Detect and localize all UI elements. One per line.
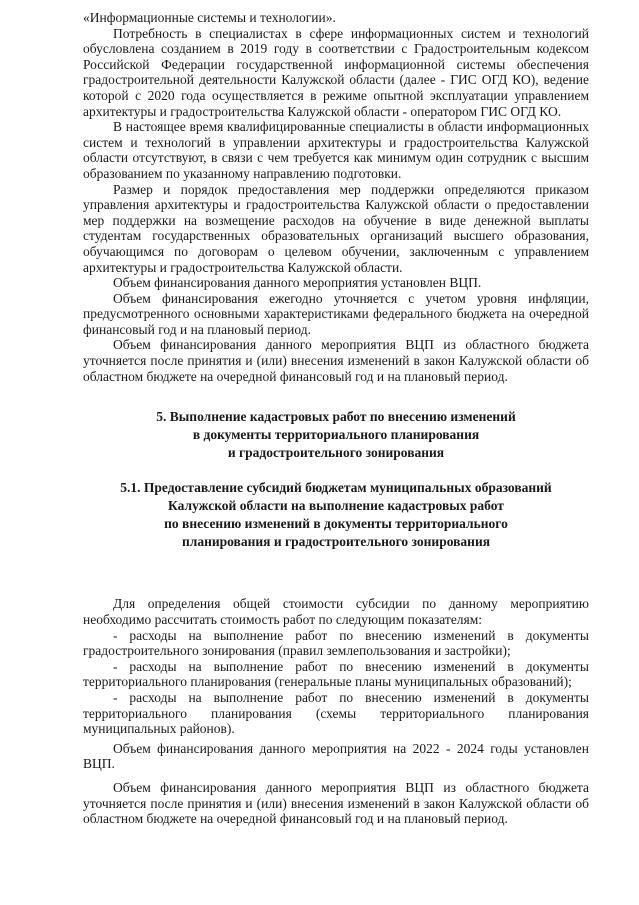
section-5-1-heading-line: по внесению изменений в документы территориального [164, 515, 508, 531]
paragraph-continuation: «Информационные системы и технологии». [83, 10, 336, 25]
section-5-heading-line: и градостроительного зонирования [227, 445, 445, 461]
paragraph-current-state: В настоящее время квалифицированные специалисты в области информационных систем и технологий в управлении архитектуры и градостроительства Калужской области отсутствуют, в связи с чем требуется как минимум один сотрудник с высшим образованием по указанному направлению подготовки. [83, 119, 589, 181]
paragraph-funding-regional-final: Объем финансирования данного мероприятия ВЦП из областного бюджета уточняется после принятия и (или) внесения изменений в закон Калужской области об областном бюджете на очередной финансовый год и на плановый период. [83, 779, 589, 827]
paragraph-support-size: Размер и порядок предоставления мер поддержки определяются приказом управления архитектуры и градостроительства Калужской области о предоставлении мер поддержки на возмещение расходов на обучение в виде денежной выплаты студентам государственных образовательных организаций высшего образования, обучающимся по договорам о целевом обучении, заключенным с управлением архитектуры и градостроительства Калужской области. [83, 181, 589, 275]
section-5-heading [83, 408, 589, 462]
paragraph-funding-inflation: Объем финансирования ежегодно уточняется с учетом уровня инфляции, предусмотренного основными характеристиками федерального бюджета на очередной финансовый год и на плановый период. [83, 290, 589, 337]
section-5-heading-line: в документы территориального планирования [192, 427, 480, 443]
section-5-1-heading-line: Калужской области на выполнение кадастровых работ [168, 498, 504, 514]
list-item-zoning: - расходы на выполнение работ по внесению изменений в документы градостроительного зонирования (правил землепользования и застройки); [83, 627, 589, 659]
spacer [83, 550, 589, 596]
list-item-territorial-schemes: - расходы на выполнение работ по внесению изменений в документы территориального планирования (схемы территориального планирования муниципальных районов). [83, 690, 589, 737]
section-5-1-heading-line: планирования и градостроительного зонирования [181, 533, 491, 549]
paragraph-funding-regional: Объем финансирования данного мероприятия ВЦП из областного бюджета уточняется после принятия и (или) внесения изменений в закон Калужской области об областном бюджете на очередной финансовый год и на плановый период. [83, 337, 589, 384]
paragraph-funding-2022-2024: Объем финансирования данного мероприятия на 2022 - 2024 годы установлен ВЦП. [83, 740, 589, 772]
section-5-1-heading-line: 5.1. Предоставление субсидий бюджетам муниципальных образований [120, 480, 552, 496]
paragraph-cost-intro: Для определения общей стоимости субсидии по данному мероприятию необходимо рассчитать стоимость работ по следующим показателям: [83, 596, 589, 628]
list-item-general-plans: - расходы на выполнение работ по внесению изменений в документы территориального планирования (генеральные планы муниципальных образований); [83, 658, 589, 690]
section-5-1-heading [83, 479, 589, 550]
section-5-heading-line: 5. Выполнение кадастровых работ по внесению изменений [156, 409, 516, 425]
paragraph-funding-vcp: Объем финансирования данного мероприятия установлен ВЦП. [113, 275, 482, 291]
paragraph-need-specialists: Потребность в специалистах в сфере информационных систем и технологий обусловлена созданием в 2019 году в соответствии с Градостроительным кодексом Российской Федерации государственной информационной системы обеспечения градостроительной деятельности Калужской области (далее - ГИС ОГД КО), ведение которой с 2020 года осуществляется в режиме опытной эксплуатации управлением архитектуры и градостроительства Калужской области - оператором ГИС ОГД КО. [83, 25, 589, 119]
